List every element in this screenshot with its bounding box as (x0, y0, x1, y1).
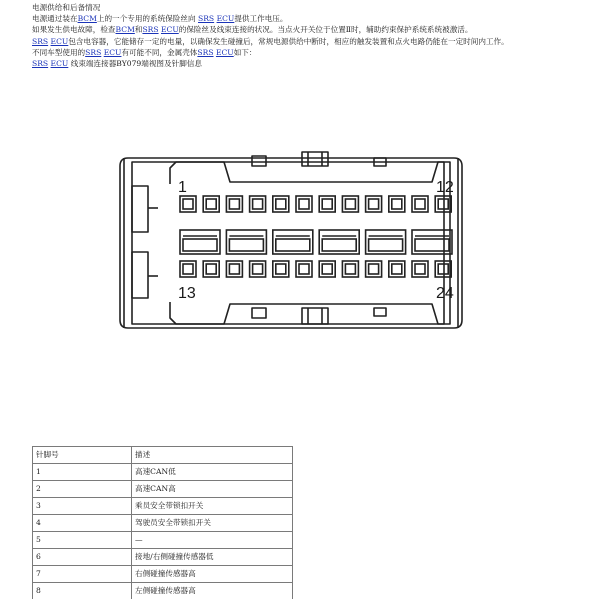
ecu-link[interactable]: ECU (160, 25, 179, 35)
bottom-tab-right (374, 308, 386, 316)
pin-description-cell: 左侧碰撞传感器高 (132, 583, 293, 600)
table-row (33, 532, 293, 549)
text: 和 (134, 25, 143, 35)
ecu-link[interactable]: ECU (50, 59, 69, 69)
terminal-slot (412, 230, 452, 254)
text: 包含电容器，它能储存一定的电量，以确保发生碰撞后，常规电源供给中断时，相应的触发装置和点火电路仍能在一定时间内工作。 (68, 36, 509, 46)
text: 线束端连接器BY079端视图及针脚信息 (68, 59, 202, 69)
text: 的保险丝及线束连接的状况。当点火开关位于位置Ⅱ时，辅助约束保护系统系统被激活。 (178, 25, 473, 35)
pin-description-cell: 高速CAN低 (132, 464, 293, 481)
connector-by079-end-view (112, 148, 472, 338)
pin-label-24: 24 (436, 285, 454, 302)
srs-link[interactable]: SRS (198, 14, 215, 24)
pin-cavity-22 (389, 261, 405, 277)
pin-cavity-18 (296, 261, 312, 277)
text: 电源通过装在 (32, 14, 78, 24)
terminal-slot (319, 230, 359, 254)
pin-cavity-6 (296, 196, 312, 212)
ecu-link[interactable]: ECU (215, 47, 234, 57)
pin-cavity-7 (319, 196, 335, 212)
text: 有可能不同，金属壳体 (121, 47, 198, 57)
pin-cavity-16 (250, 261, 266, 277)
pin-cavity-10 (389, 196, 405, 212)
srs-link[interactable]: SRS (85, 47, 102, 57)
pin-description-cell: 乘员安全带锁扣开关 (132, 498, 293, 515)
terminal-slot (226, 230, 266, 254)
terminal-slot (366, 230, 406, 254)
bottom-latch (302, 308, 328, 324)
table-row (33, 583, 293, 600)
bcm-link[interactable]: BCM (115, 25, 135, 35)
paragraph-power-supply (32, 13, 592, 24)
pin-cavity-11 (412, 196, 428, 212)
top-latch (302, 152, 328, 166)
pin-number-cell: 3 (33, 498, 132, 515)
srs-link[interactable]: SRS (32, 36, 49, 46)
pin-cavity-5 (273, 196, 289, 212)
pin-cavity-2 (203, 196, 219, 212)
pin-number-cell: 2 (33, 481, 132, 498)
pin-number-cell: 7 (33, 566, 132, 583)
pin-number-cell: 4 (33, 515, 132, 532)
column-header-pin: 针脚号 (33, 447, 132, 464)
table-row (33, 566, 293, 583)
pin-description-cell: — (132, 532, 293, 549)
pin-number-cell: 8 (33, 583, 132, 600)
pin-description-cell: 右侧碰撞传感器高 (132, 566, 293, 583)
section-title: 电源供给和后备情况 (32, 3, 101, 12)
paragraph-capacitor (32, 36, 592, 47)
srs-link[interactable]: SRS (142, 25, 159, 35)
table-row (33, 515, 293, 532)
table-row (33, 498, 293, 515)
table-header-row (33, 447, 293, 464)
text: 如下： (233, 47, 257, 57)
text: 如果发生供电故障，检查 (32, 25, 116, 35)
pin-cavity-15 (226, 261, 242, 277)
pin-description-cell: 高速CAN高 (132, 481, 293, 498)
srs-link[interactable]: SRS (197, 47, 214, 57)
document-body (32, 2, 592, 69)
paragraph-connector-caption (32, 58, 592, 69)
pin-cavity-20 (342, 261, 358, 277)
pin-info-table (32, 446, 293, 599)
ecu-link[interactable]: ECU (216, 14, 235, 24)
pin-cavity-17 (273, 261, 289, 277)
pin-cavity-13 (180, 261, 196, 277)
table-row (33, 464, 293, 481)
pin-cavity-21 (366, 261, 382, 277)
pin-cavity-4 (250, 196, 266, 212)
pin-cavity-19 (319, 261, 335, 277)
paragraph-variants (32, 47, 592, 58)
column-header-desc: 描述 (132, 447, 293, 464)
table-row (33, 481, 293, 498)
bottom-tab-left (252, 308, 266, 318)
pin-label-12: 12 (436, 179, 454, 196)
pin-label-13: 13 (178, 285, 196, 302)
pin-cavities (180, 196, 452, 277)
srs-link[interactable]: SRS (32, 59, 49, 69)
pin-cavity-9 (366, 196, 382, 212)
housing-outline (120, 158, 462, 328)
terminal-slot (273, 230, 313, 254)
table-row (33, 549, 293, 566)
bcm-link[interactable]: BCM (77, 14, 97, 24)
pin-number-cell: 1 (33, 464, 132, 481)
pin-description-cell: 接地/右侧碰撞传感器低 (132, 549, 293, 566)
pin-cavity-1 (180, 196, 196, 212)
pin-label-1: 1 (178, 179, 187, 196)
text: 上的一个专用的系统保险丝向 (96, 14, 199, 24)
ecu-link[interactable]: ECU (50, 36, 69, 46)
paragraph-fault-check (32, 24, 592, 35)
pin-number-cell: 6 (33, 549, 132, 566)
pin-cavity-8 (342, 196, 358, 212)
ecu-link[interactable]: ECU (103, 47, 122, 57)
text: 不同车型使用的 (32, 47, 86, 57)
pin-cavity-23 (412, 261, 428, 277)
pin-cavity-3 (226, 196, 242, 212)
text: 提供工作电压。 (234, 14, 288, 24)
pin-description-cell: 驾驶员安全带锁扣开关 (132, 515, 293, 532)
terminal-slot (180, 230, 220, 254)
pin-cavity-14 (203, 261, 219, 277)
pin-number-cell: 5 (33, 532, 132, 549)
